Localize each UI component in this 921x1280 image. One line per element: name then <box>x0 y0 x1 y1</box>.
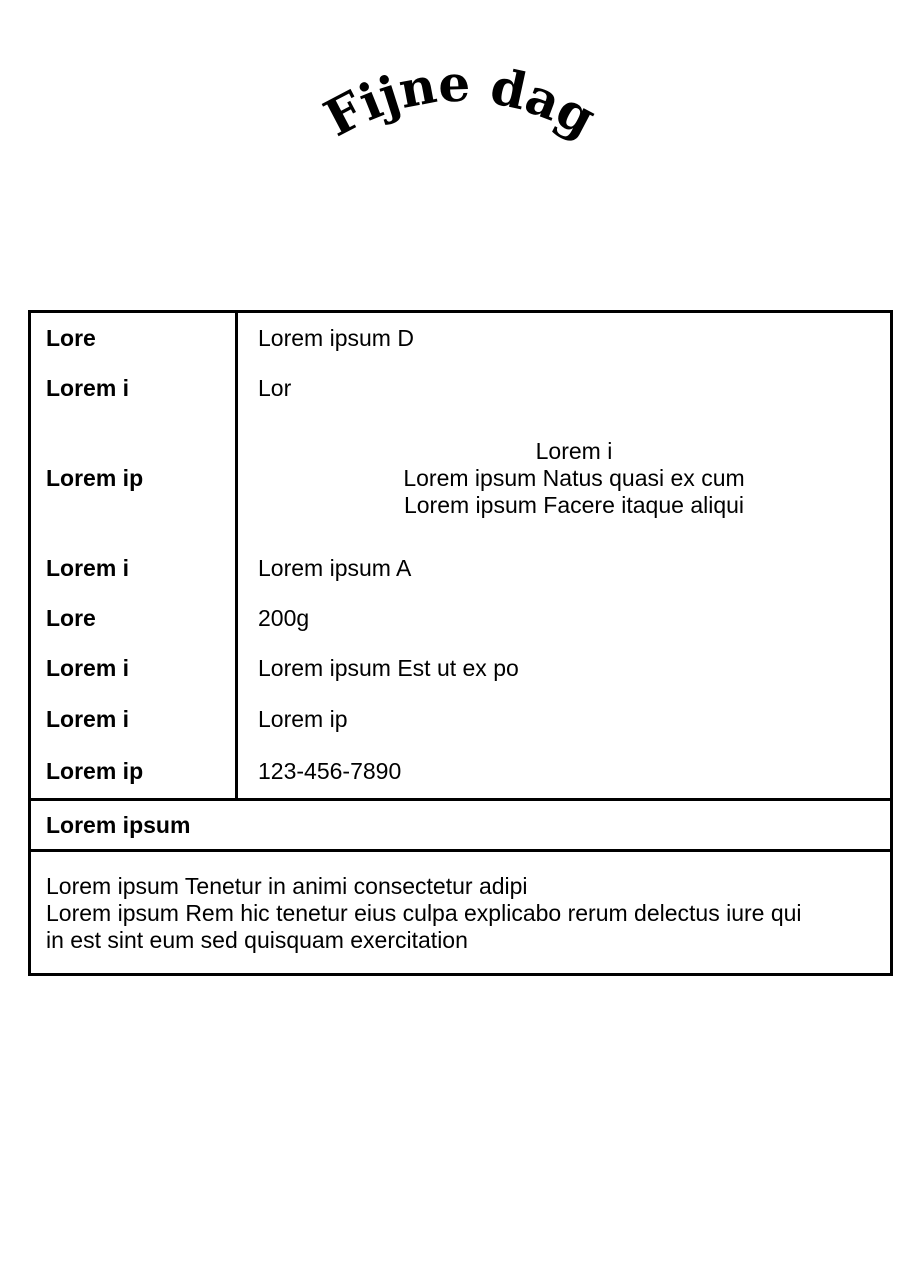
detail-value: Lorem ipsum Est ut ex po <box>258 654 519 681</box>
detail-value-multiline <box>238 413 890 543</box>
detail-value: Lorem ipsum A <box>258 554 412 581</box>
page-title <box>315 54 606 148</box>
details-table <box>31 313 890 798</box>
detail-label: Lorem ip <box>46 464 144 491</box>
arched-title <box>0 40 921 170</box>
detail-value-phone: 123-456-7890 <box>258 758 402 784</box>
page-title-text: Fijne dag <box>314 53 606 149</box>
detail-label: Lorem i <box>46 705 130 732</box>
notes-line: Lorem ipsum Tenetur in animi consectetur adipi <box>46 873 528 899</box>
detail-value: Lor <box>258 374 292 401</box>
detail-value: Lorem ipsum D <box>258 324 414 351</box>
info-card <box>28 310 893 976</box>
labels-column <box>31 313 238 798</box>
detail-label: Lorem ip <box>46 758 144 784</box>
detail-label: Lore <box>46 324 96 351</box>
detail-label: Lorem i <box>46 654 130 681</box>
detail-label: Lore <box>46 604 96 631</box>
notes-line: in est sint eum sed quisquam exercitation <box>46 927 468 953</box>
detail-value-line: Lorem ipsum Facere itaque aliqui <box>403 491 745 518</box>
title-area <box>0 40 921 170</box>
section-heading: Lorem ipsum <box>31 798 890 849</box>
notes-block <box>31 849 890 973</box>
detail-label: Lorem i <box>46 374 130 401</box>
detail-label: Lorem i <box>46 554 130 581</box>
detail-value: Lorem ip <box>258 705 348 732</box>
notes-line: Lorem ipsum Rem hic tenetur eius culpa explicabo rerum delectus iure qui <box>46 900 802 926</box>
detail-value: 200g <box>258 604 310 631</box>
detail-value-line: Lorem i <box>535 437 613 464</box>
values-column <box>238 313 890 798</box>
detail-value-line: Lorem ipsum Natus quasi ex cum <box>403 464 745 491</box>
